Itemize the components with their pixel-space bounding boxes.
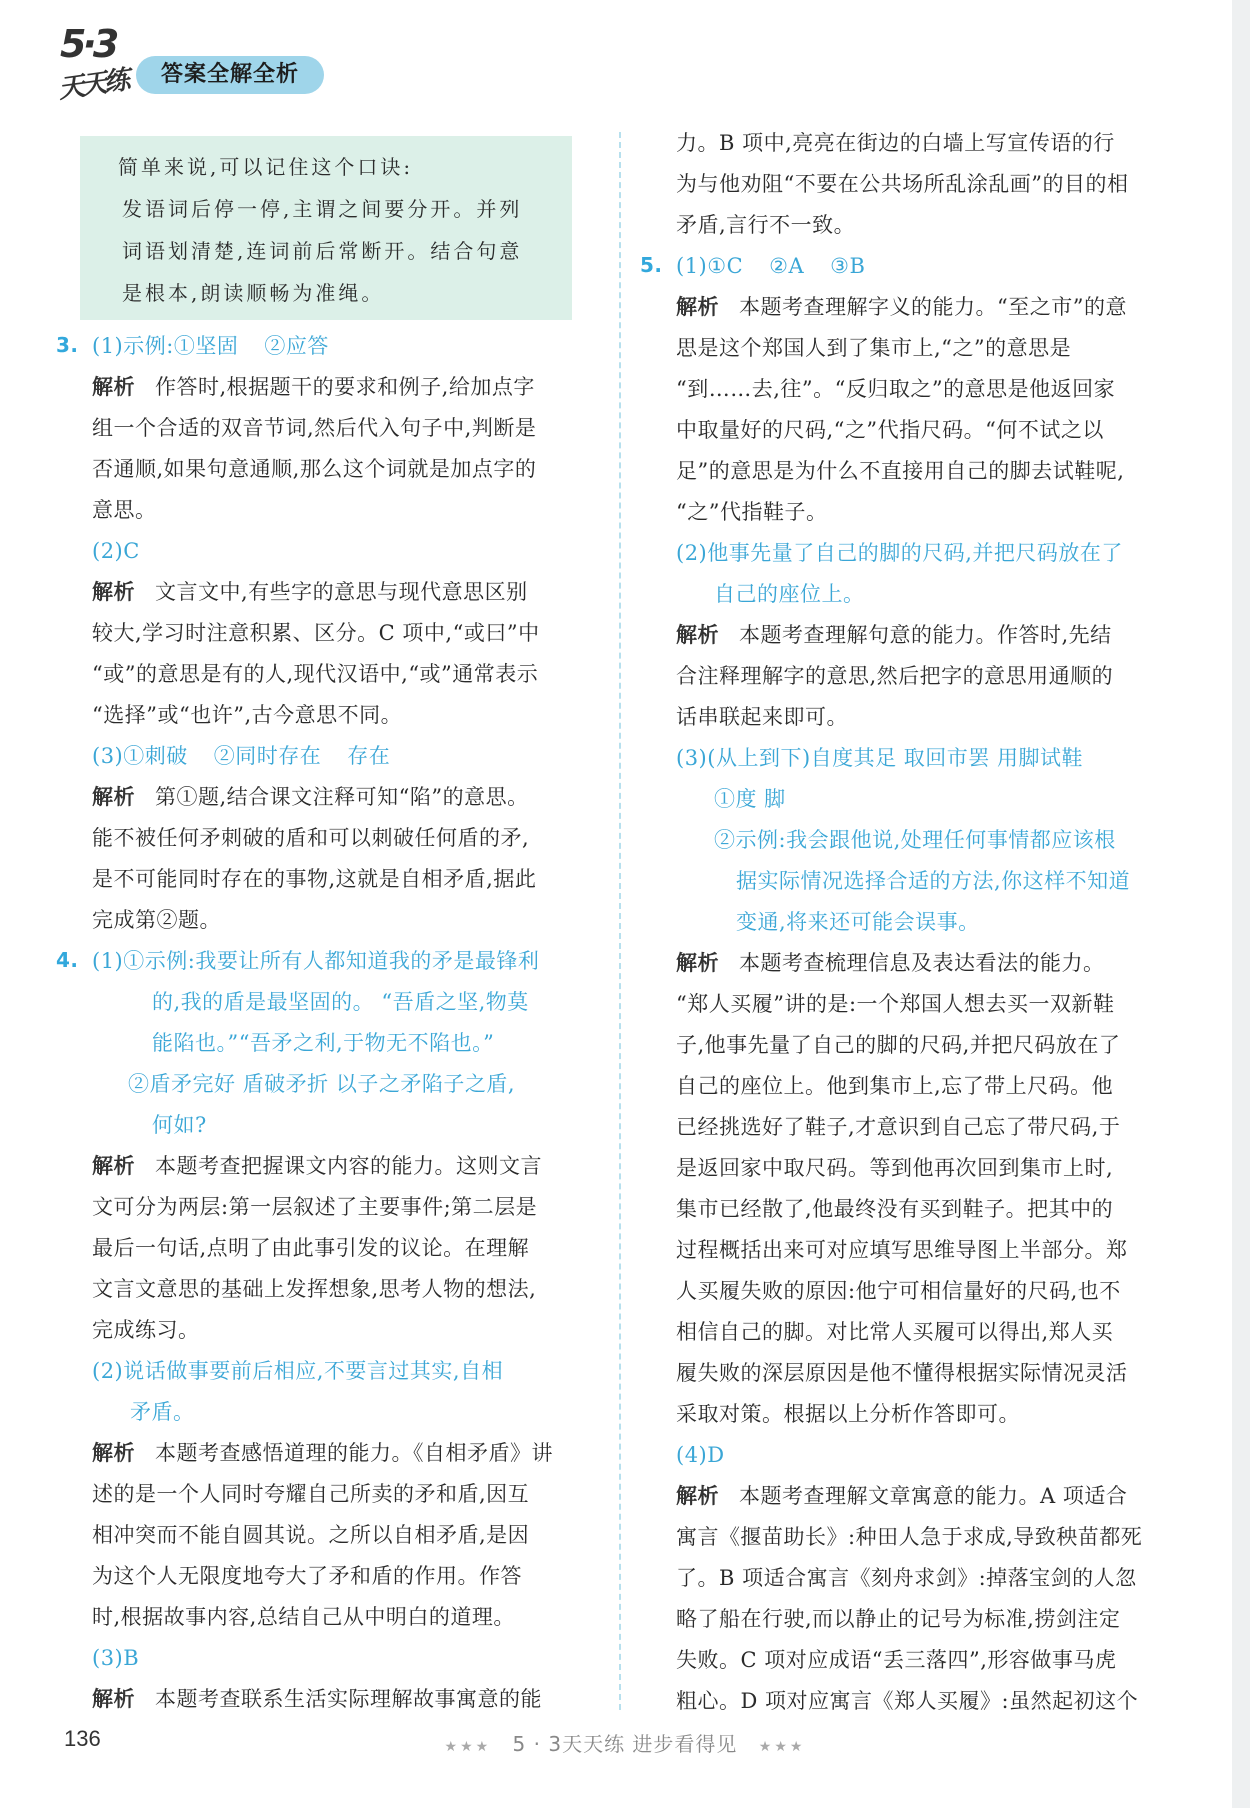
answer-line [92,326,329,367]
analysis-text: 本题考查感悟道理的能力。《自相矛盾》讲 [155,1441,553,1465]
analysis-label: 解析 [92,1687,135,1711]
answer-line: (3)B [92,1646,140,1670]
analysis-text: 本题考查理解句意的能力。作答时,先结 [739,623,1112,647]
analysis-line: 略了船在行驶,而以静止的记号为标准,捞剑注定 [676,1607,1121,1631]
slogan-text: 5 · 3天天练 进步看得见 [512,1732,738,1756]
analysis-line [92,1679,542,1720]
analysis-line: 自己的座位上。他到集市上,忘了带上尺码。他 [676,1074,1114,1098]
answer-line: 自己的座位上。 [714,582,865,606]
tip-line: 简单来说,可以记住这个口诀: [118,155,414,179]
page-number: 136 [64,1726,101,1751]
answer-line: ②示例:我会跟他说,处理任何事情都应该根 [714,828,1116,852]
analysis-line: 能不被任何矛刺破的盾和可以刺破任何盾的矛, [92,826,530,850]
analysis-text: 本题考查把握课文内容的能力。这则文言 [155,1154,542,1178]
analysis-text: 文言文中,有些字的意思与现代意思区别 [155,580,528,604]
analysis-text: 本题考查理解字义的能力。“至之市”的意 [739,295,1127,319]
logo-subtitle: 天天练 [56,65,130,105]
analysis-line: 合注释理解字的意思,然后把字的意思用通顺的 [676,664,1114,688]
analysis-line: 过程概括出来可对应填写思维导图上半部分。郑 [676,1238,1128,1262]
analysis-line [676,943,1105,984]
analysis-line [92,1146,542,1187]
answer-line: (1)①示例:我要让所有人都知道我的矛是最锋利 [92,949,540,973]
analysis-line [92,777,529,818]
answer-line: (2)说话做事要前后相应,不要言过其实,自相 [92,1359,504,1383]
analysis-line: 人买履失败的原因:他宁可相信量好的尺码,也不 [676,1279,1121,1303]
answer-line: 据实际情况选择合适的方法,你这样不知道 [736,869,1131,893]
tip-box [80,136,572,320]
analysis-line: 已经挑选好了鞋子,才意识到自己忘了带尺码,于 [676,1115,1121,1139]
analysis-line: 时,根据故事内容,总结自己从中明白的道理。 [92,1605,515,1629]
section-title: 答案全解全析 [136,56,324,94]
analysis-text: 本题考查联系生活实际理解故事寓意的能 [155,1687,542,1711]
analysis-line [92,367,535,408]
analysis-line: 最后一句话,点明了由此事引发的议论。在理解 [92,1236,530,1260]
analysis-text: 本题考查理解文章寓意的能力。A 项适合 [739,1484,1128,1508]
analysis-label: 解析 [676,295,719,319]
footer-slogan [0,1728,1250,1757]
analysis-line: 集市已经散了,他最终没有买到鞋子。把其中的 [676,1197,1114,1221]
analysis-label: 解析 [92,580,135,604]
question-number: 3. [56,333,79,357]
analysis-label: 解析 [92,1441,135,1465]
analysis-line: 思是这个郑国人到了集市上,“之”的意思是 [676,336,1072,360]
analysis-line: 完成练习。 [92,1318,200,1342]
answer-text: 存在 [347,744,391,768]
answer-line: ②盾矛完好 盾破矛折 以子之矛陷子之盾, [128,1072,516,1096]
answer-line [676,246,865,287]
analysis-line: 是不可能同时存在的事物,这就是自相矛盾,据此 [92,867,537,891]
analysis-line: 否通顺,如果句意通顺,那么这个词就是加点字的 [92,457,537,481]
answer-text: (3)①刺破 [92,744,188,768]
analysis-text: 作答时,根据题干的要求和例子,给加点字 [155,375,535,399]
analysis-line: “或”的意思是有的人,现代汉语中,“或”通常表示 [92,662,539,686]
answer-line: 矛盾。 [130,1400,195,1424]
analysis-label: 解析 [92,785,135,809]
analysis-line: 意思。 [92,498,157,522]
analysis-line: 寓言《揠苗助长》:种田人急于求成,导致秧苗都死 [676,1525,1143,1549]
analysis-line: 了。B 项适合寓言《刻舟求剑》:掉落宝剑的人忽 [676,1566,1137,1590]
analysis-line: 相冲突而不能自圆其说。之所以自相矛盾,是因 [92,1523,530,1547]
analysis-line: 述的是一个人同时夸耀自己所卖的矛和盾,因互 [92,1482,530,1506]
answer-line: (2)C [92,539,140,563]
analysis-line: 子,他事先量了自己的脚的尺码,并把尺码放在了 [676,1033,1121,1057]
answer-text: (1)①C [676,254,744,278]
tip-line: 词语划清楚,连词前后常断开。结合句意 [122,239,523,263]
analysis-line: 组一个合适的双音节词,然后代入句子中,判断是 [92,416,537,440]
analysis-line [676,1476,1127,1517]
analysis-line: 中取量好的尺码,“之”代指尺码。“何不试之以 [676,418,1104,442]
analysis-line: 文可分为两层:第一层叙述了主要事件;第二层是 [92,1195,538,1219]
analysis-line: 力。B 项中,亮亮在街边的白墙上写宣传语的行 [676,131,1115,155]
analysis-label: 解析 [676,951,719,975]
analysis-line: 较大,学习时注意积累、区分。C 项中,“或曰”中 [92,621,540,645]
answer-text: (1)示例:①坚固 [92,334,239,358]
analysis-line: 是返回家中取尺码。等到他再次回到集市上时, [676,1156,1114,1180]
answer-text: ②应答 [264,334,329,358]
page-edge-bar [1232,0,1250,1808]
analysis-line: 相信自己的脚。对比常人买履可以得出,郑人买 [676,1320,1114,1344]
tip-line: 发语词后停一停,主谓之间要分开。并列 [122,197,523,221]
analysis-label: 解析 [92,375,135,399]
logo-number: 5·3 [60,22,116,66]
analysis-text: 第①题,结合课文注释可知“陷”的意思。 [155,785,529,809]
answer-line [92,736,390,777]
answer-text: ②A [769,254,805,278]
analysis-line: “到……去,往”。“反归取之”的意思是他返回家 [676,377,1116,401]
brand-logo [56,22,138,105]
analysis-line: “之”代指鞋子。 [676,500,828,524]
analysis-line: 履失败的深层原因是他不懂得根据实际情况灵活 [676,1361,1128,1385]
analysis-line: 话串联起来即可。 [676,705,848,729]
analysis-line: “选择”或“也许”,古今意思不同。 [92,703,403,727]
analysis-line [676,287,1127,328]
tip-line: 是根本,朗读顺畅为准绳。 [122,281,385,305]
answer-line: ①度 脚 [714,787,786,811]
answer-line: (4)D [676,1443,725,1467]
analysis-line: 粗心。D 项对应寓言《郑人买履》:虽然起初这个 [676,1689,1139,1713]
answer-line: (2)他事先量了自己的脚的尺码,并把尺码放在了 [676,541,1123,565]
answer-line: 变通,将来还可能会误事。 [736,910,980,934]
analysis-line: 完成第②题。 [92,908,221,932]
question-number: 5. [640,253,663,277]
analysis-line: 为这个人无限度地夸大了矛和盾的作用。作答 [92,1564,522,1588]
analysis-line: 为与他劝阻“不要在公共场所乱涂乱画”的目的相 [676,172,1129,196]
answer-text: ③B [830,254,866,278]
analysis-label: 解析 [92,1154,135,1178]
analysis-line: 足”的意思是为什么不直接用自己的脚去试鞋呢, [676,459,1125,483]
answer-line: (3)(从上到下)自度其足 取回市罢 用脚试鞋 [676,746,1083,770]
question-number: 4. [56,948,79,972]
analysis-line [676,615,1112,656]
analysis-label: 解析 [676,1484,719,1508]
analysis-line: 文言文意思的基础上发挥想象,思考人物的想法, [92,1277,537,1301]
star-icon: ★★★ [444,1739,492,1755]
analysis-line: 矛盾,言行不一致。 [676,213,856,237]
analysis-line: 采取对策。根据以上分析作答即可。 [676,1402,1020,1426]
analysis-line [92,572,528,613]
answer-line: 的,我的盾是最坚固的。 “吾盾之坚,物莫 [152,990,529,1014]
star-icon: ★★★ [758,1739,806,1755]
analysis-line: “郑人买履”讲的是:一个郑国人想去买一双新鞋 [676,992,1115,1016]
analysis-line: 失败。C 项对应成语“丢三落四”,形容做事马虎 [676,1648,1117,1672]
analysis-label: 解析 [676,623,719,647]
column-divider [619,132,621,1710]
analysis-line [92,1433,553,1474]
answer-line: 能陷也。”“吾矛之利,于物无不陷也。” [152,1031,495,1055]
answer-line: 何如? [152,1113,207,1137]
answer-text: ②同时存在 [213,744,322,768]
analysis-text: 本题考查梳理信息及表达看法的能力。 [739,951,1105,975]
